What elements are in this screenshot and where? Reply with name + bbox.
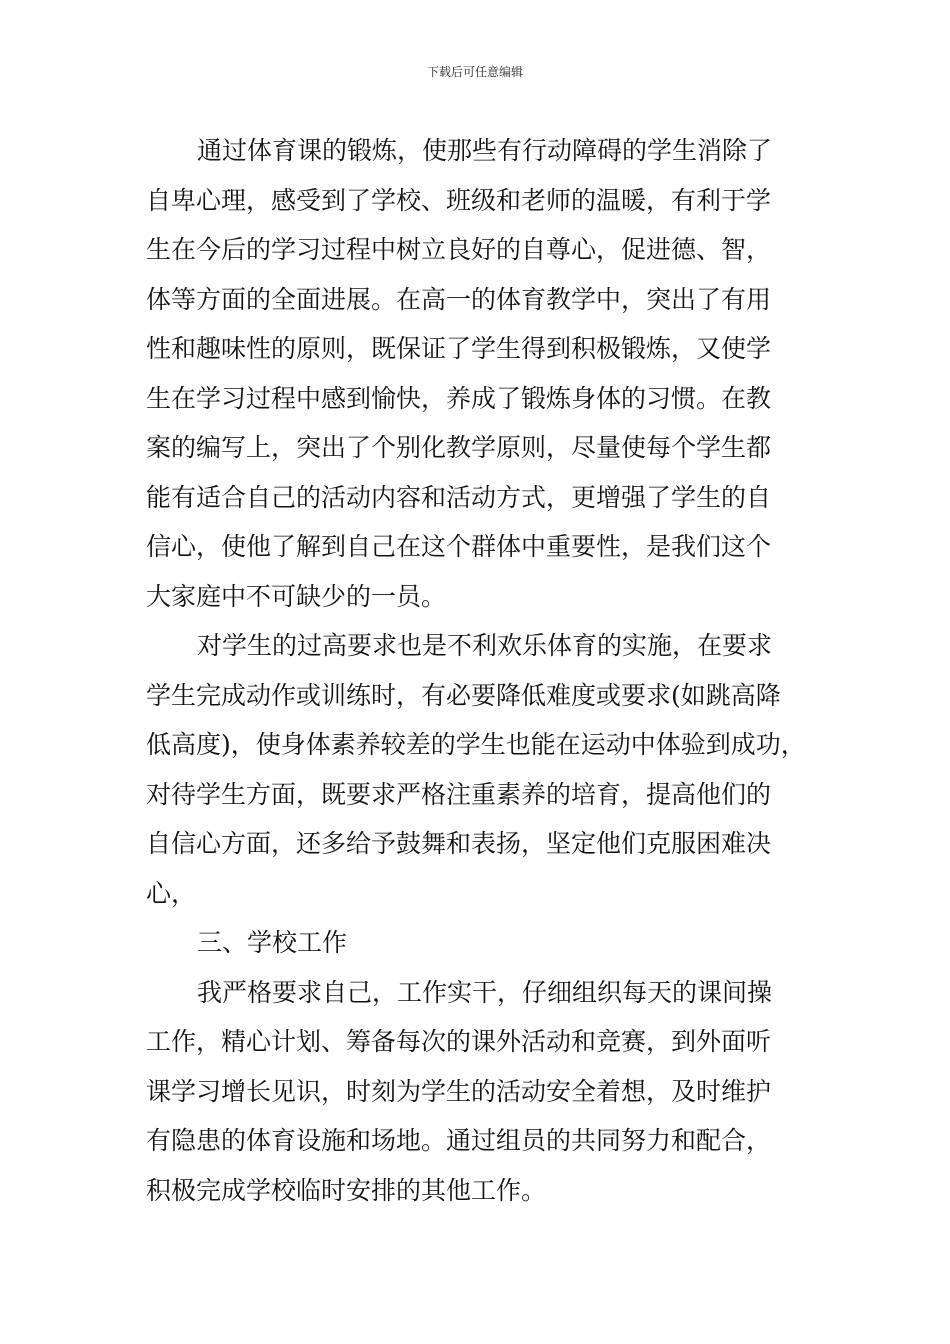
text-line: 体等方面的全面进展。在高一的体育教学中，突出了有用 <box>146 284 772 314</box>
text-line: 自信心方面，还多给予鼓舞和表扬，坚定他们克服困难决 <box>146 829 772 858</box>
text-line: 低高度)，使身体素养较差的学生也能在运动中体验到成功， <box>146 730 806 759</box>
text-line: 心， <box>146 878 197 908</box>
text-line: 案的编写上，突出了个别化教学原则，尽量使每个学生都 <box>146 433 772 462</box>
text-line: 对待学生方面，既要求严格注重素养的培育，提高他们的 <box>146 779 772 809</box>
text-line: 生在学习过程中感到愉快，养成了锻炼身体的习惯。在教 <box>146 383 772 413</box>
section-heading: 三、学校工作 <box>197 928 348 957</box>
text-line: 信心，使他了解到自己在这个群体中重要性，是我们这个 <box>146 532 772 561</box>
text-line: 自卑心理，感受到了学校、班级和老师的温暖，有利于学 <box>146 185 772 215</box>
text-line: 能有适合自己的活动内容和活动方式，更增强了学生的自 <box>146 482 772 512</box>
document-body <box>146 126 826 1215</box>
text-line: 积极完成学校临时安排的其他工作。 <box>146 1175 547 1205</box>
text-line: 有隐患的体育设施和场地。通过组员的共同努力和配合， <box>146 1126 772 1155</box>
text-line: 学生完成动作或训练时，有必要降低难度或要求(如跳高降 <box>146 680 781 710</box>
text-line: 我严格要求自己，工作实干，仔细组织每天的课间操 <box>197 977 773 1007</box>
text-line: 大家庭中不可缺少的一员。 <box>146 581 447 611</box>
page-header: 下载后可任意编辑 <box>426 65 523 79</box>
text-line: 性和趣味性的原则，既保证了学生得到积极锻炼，又使学 <box>146 334 772 363</box>
text-line: 对学生的过高要求也是不利欢乐体育的实施，在要求 <box>197 631 773 660</box>
text-line: 课学习增长见识，时刻为学生的活动安全着想，及时维护 <box>146 1076 772 1106</box>
text-line: 工作，精心计划、筹备每次的课外活动和竞赛，到外面听 <box>146 1027 772 1056</box>
text-line: 生在今后的学习过程中树立良好的自尊心，促进德、智， <box>146 235 772 264</box>
text-line: 通过体育课的锻炼，使那些有行动障碍的学生消除了 <box>197 136 773 165</box>
